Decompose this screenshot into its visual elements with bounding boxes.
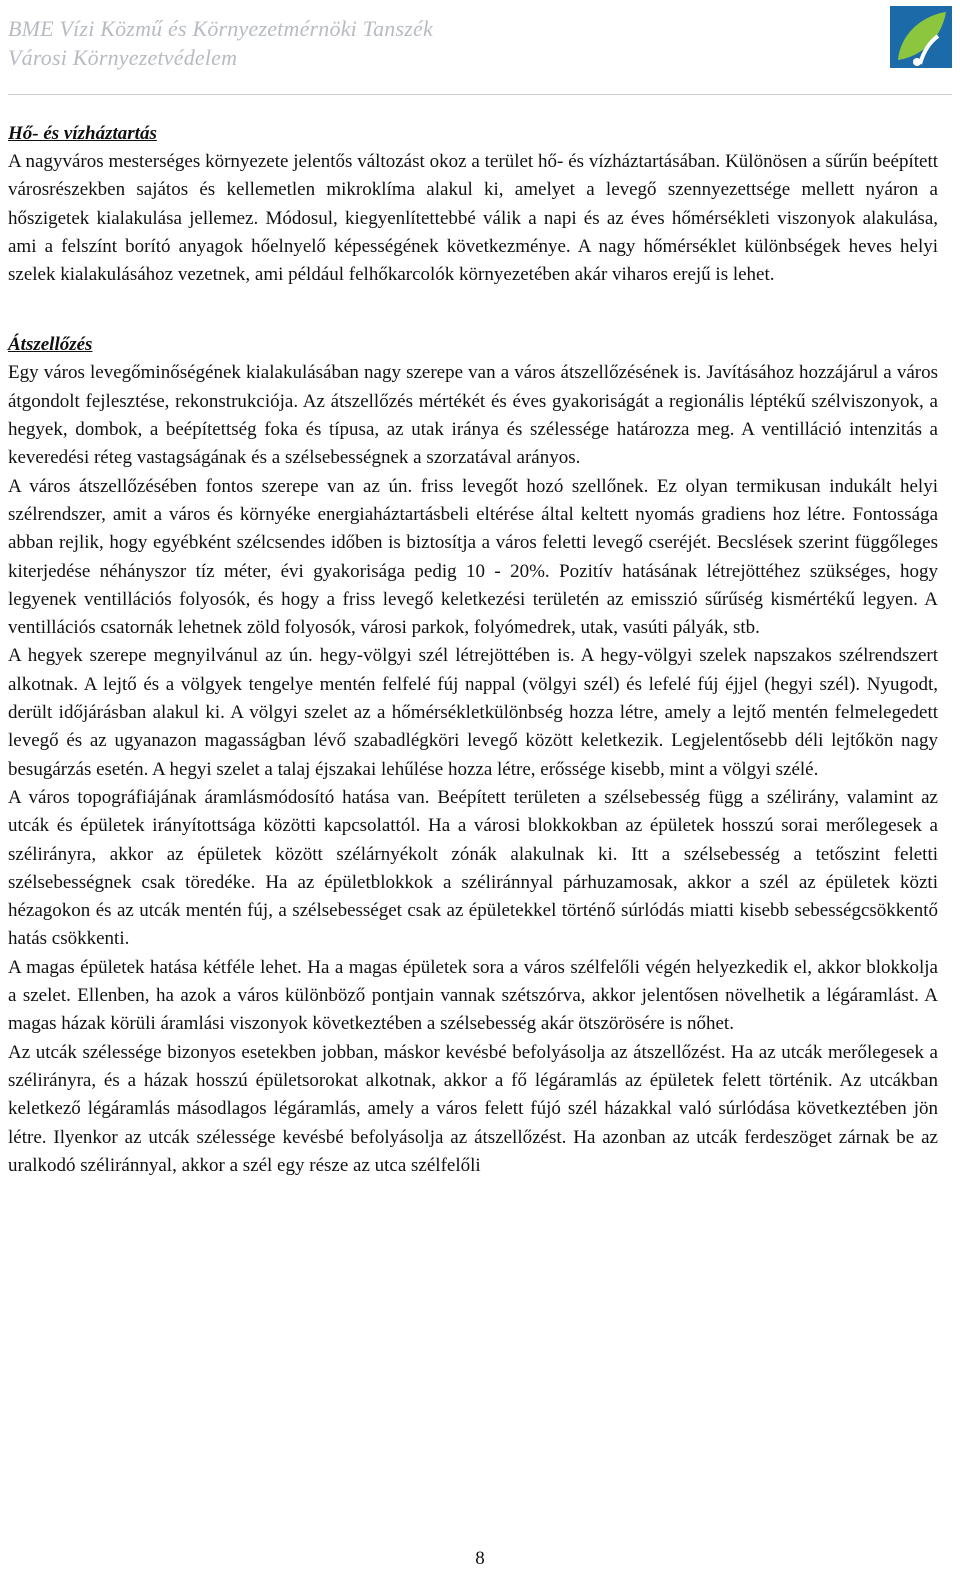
department-leaf-logo-icon	[890, 6, 952, 68]
paragraph: Egy város levegőminőségének kialakulásában nagy szerepe van a város átszellőzésének is. Javításához hozzájárul a város átgondolt fejlesztése, rekonstrukciója. Az átszellőzés mértékét és éves gyakoriságát a regionális léptékű szélviszonyok, a hegyek, dombok, a beépítettség foka és típusa, az utak iránya és szélessége határozza meg. A ventilláció intenzitás a keveredési réteg vastagságának és a szélsebességnek a szorzatával arányos.	[8, 362, 938, 469]
paragraph: A város topográfiájának áramlásmódosító hatása van. Beépített területen a szélsebesség függ a szélirány, valamint az utcák és épületek irányítottsága közötti kapcsolattól. Ha a városi blokkokban az épületek hosszú sorai merőlegesek a szélirányra, akkor az épületek között szélárnyékolt zónák alakulnak ki. Itt a szélsebesség a tetőszint feletti szélsebességnek csak töredéke. Ha az épületblokkok a széliránnyal párhuzamosak, akkor a szél az épületek közti hézagokon és az utcák mentén fúj, a szélsebességet csak az épületekkel történő súrlódás miatti kisebb sebességcsökkentő hatás csökkenti.	[8, 786, 938, 950]
paragraph: A város átszellőzésében fontos szerepe van az ún. friss levegőt hozó szellőnek. Ez olyan termikusan indukált helyi szélrendszer, amit a város és környéke energiaháztartásbeli eltérése által keltett nyomás gradiens hoz létre. Fontossága abban rejlik, hogy egyébként szélcsendes időben is biztosítja a város feletti levegő cseréjét. Becslések szerint függőleges kiterjedése néhányszor tíz méter, évi gyakorisága pedig 10 - 20%. Pozitív hatásának létrejöttéhez szükséges, hogy legyenek ventillációs folyosók, és hogy a friss levegő keletkezési területén az emisszió sűrűség kismértékű legyen. A ventillációs csatornák lehetnek zöld folyosók, városi parkok, folyómedrek, utak, vasúti pályák, stb.	[8, 475, 938, 639]
header-divider	[8, 94, 952, 95]
header-text	[8, 14, 433, 72]
paragraph: A hegyek szerepe megnyilvánul az ún. hegy-völgyi szél létrejöttében is. A hegy-völgyi szelek napszakos szélrendszert alkotnak. A lejtő és a völgyek tengelye mentén felfelé fúj nappal (völgyi szél) és lefelé fúj éjjel (hegyi szél). Nyugodt, derült időjárásban alakul ki. A völgyi szelet az a hőmérsékletkülönbség hozza létre, amely a lejtő mentén felmelegedett levegő és az ugyanazon magasságban lévő szabadlégköri levegő között keletkezik. Legjelentősebb déli lejtőkön nagy besugárzás esetén. A hegyi szelet a talaj éjszakai lehűlése hozza létre, erőssége kisebb, mint a völgyi szélé.	[8, 645, 938, 780]
section-title: Átszellőzés	[8, 334, 93, 356]
paragraph: A magas épületek hatása kétféle lehet. Ha a magas épületek sora a város szélfelőli végén helyezkedik el, akkor blokkolja a szelet. Ellenben, ha azok a város különböző pontjain vannak szétszórva, akkor jelentősen növelhetik a légáramlást. A magas házak körüli áramlási viszonyok következtében a szélsebesség akár ötszörösére is nőhet.	[8, 956, 938, 1035]
page-header	[8, 8, 952, 88]
page-number: 8	[475, 1548, 485, 1569]
paragraph: Az utcák szélessége bizonyos esetekben jobban, máskor kevésbé befolyásolja az átszellőzést. Ha az utcák merőlegesek a szélirányra, és a házak hosszú épületsorokat alkotnak, akkor a fő légáramlás az épületek felett történik. Az utcákban keletkező légáramlás másodlagos légáramlás, amely a város felett fújó szél házakkal való súrlódása következtében jön létre. Ilyenkor az utcák szélessége kevésbé befolyásolja az átszellőzést. Ha azonban az utcák ferdeszöget zárnak be az uralkodó széliránnyal, akkor a szél egy része az utca szélfelőli	[8, 1041, 938, 1176]
section-heat-water-balance	[8, 120, 938, 289]
paragraph: A nagyváros mesterséges környezete jelentős változást okoz a terület hő- és vízháztartásában. Különösen a sűrűn beépített városrészekben sajátos és kellemetlen mikroklíma alakul ki, amelyet a levegő szennyezettsége mellett nyáron a hőszigetek kialakulása jellemez. Módosul, kiegyenlítettebbé válik a napi és az éves hőmérsékleti viszonyok alakulása, ami a felszínt borító anyagok hőelnyelő képességének következménye. A nagy hőmérséklet különbségek heves helyi szelek kialakulásához vezetnek, ami például felhőkarcolók környezetében akár viharos erejű is lehet.	[8, 151, 938, 286]
header-course: Városi Környezetvédelem	[8, 45, 238, 70]
document-body	[8, 120, 938, 1222]
header-department: BME Vízi Közmű és Környezetmérnöki Tanszék	[8, 16, 433, 41]
section-title: Hő- és vízháztartás	[8, 123, 157, 144]
section-ventilation	[8, 331, 938, 1180]
